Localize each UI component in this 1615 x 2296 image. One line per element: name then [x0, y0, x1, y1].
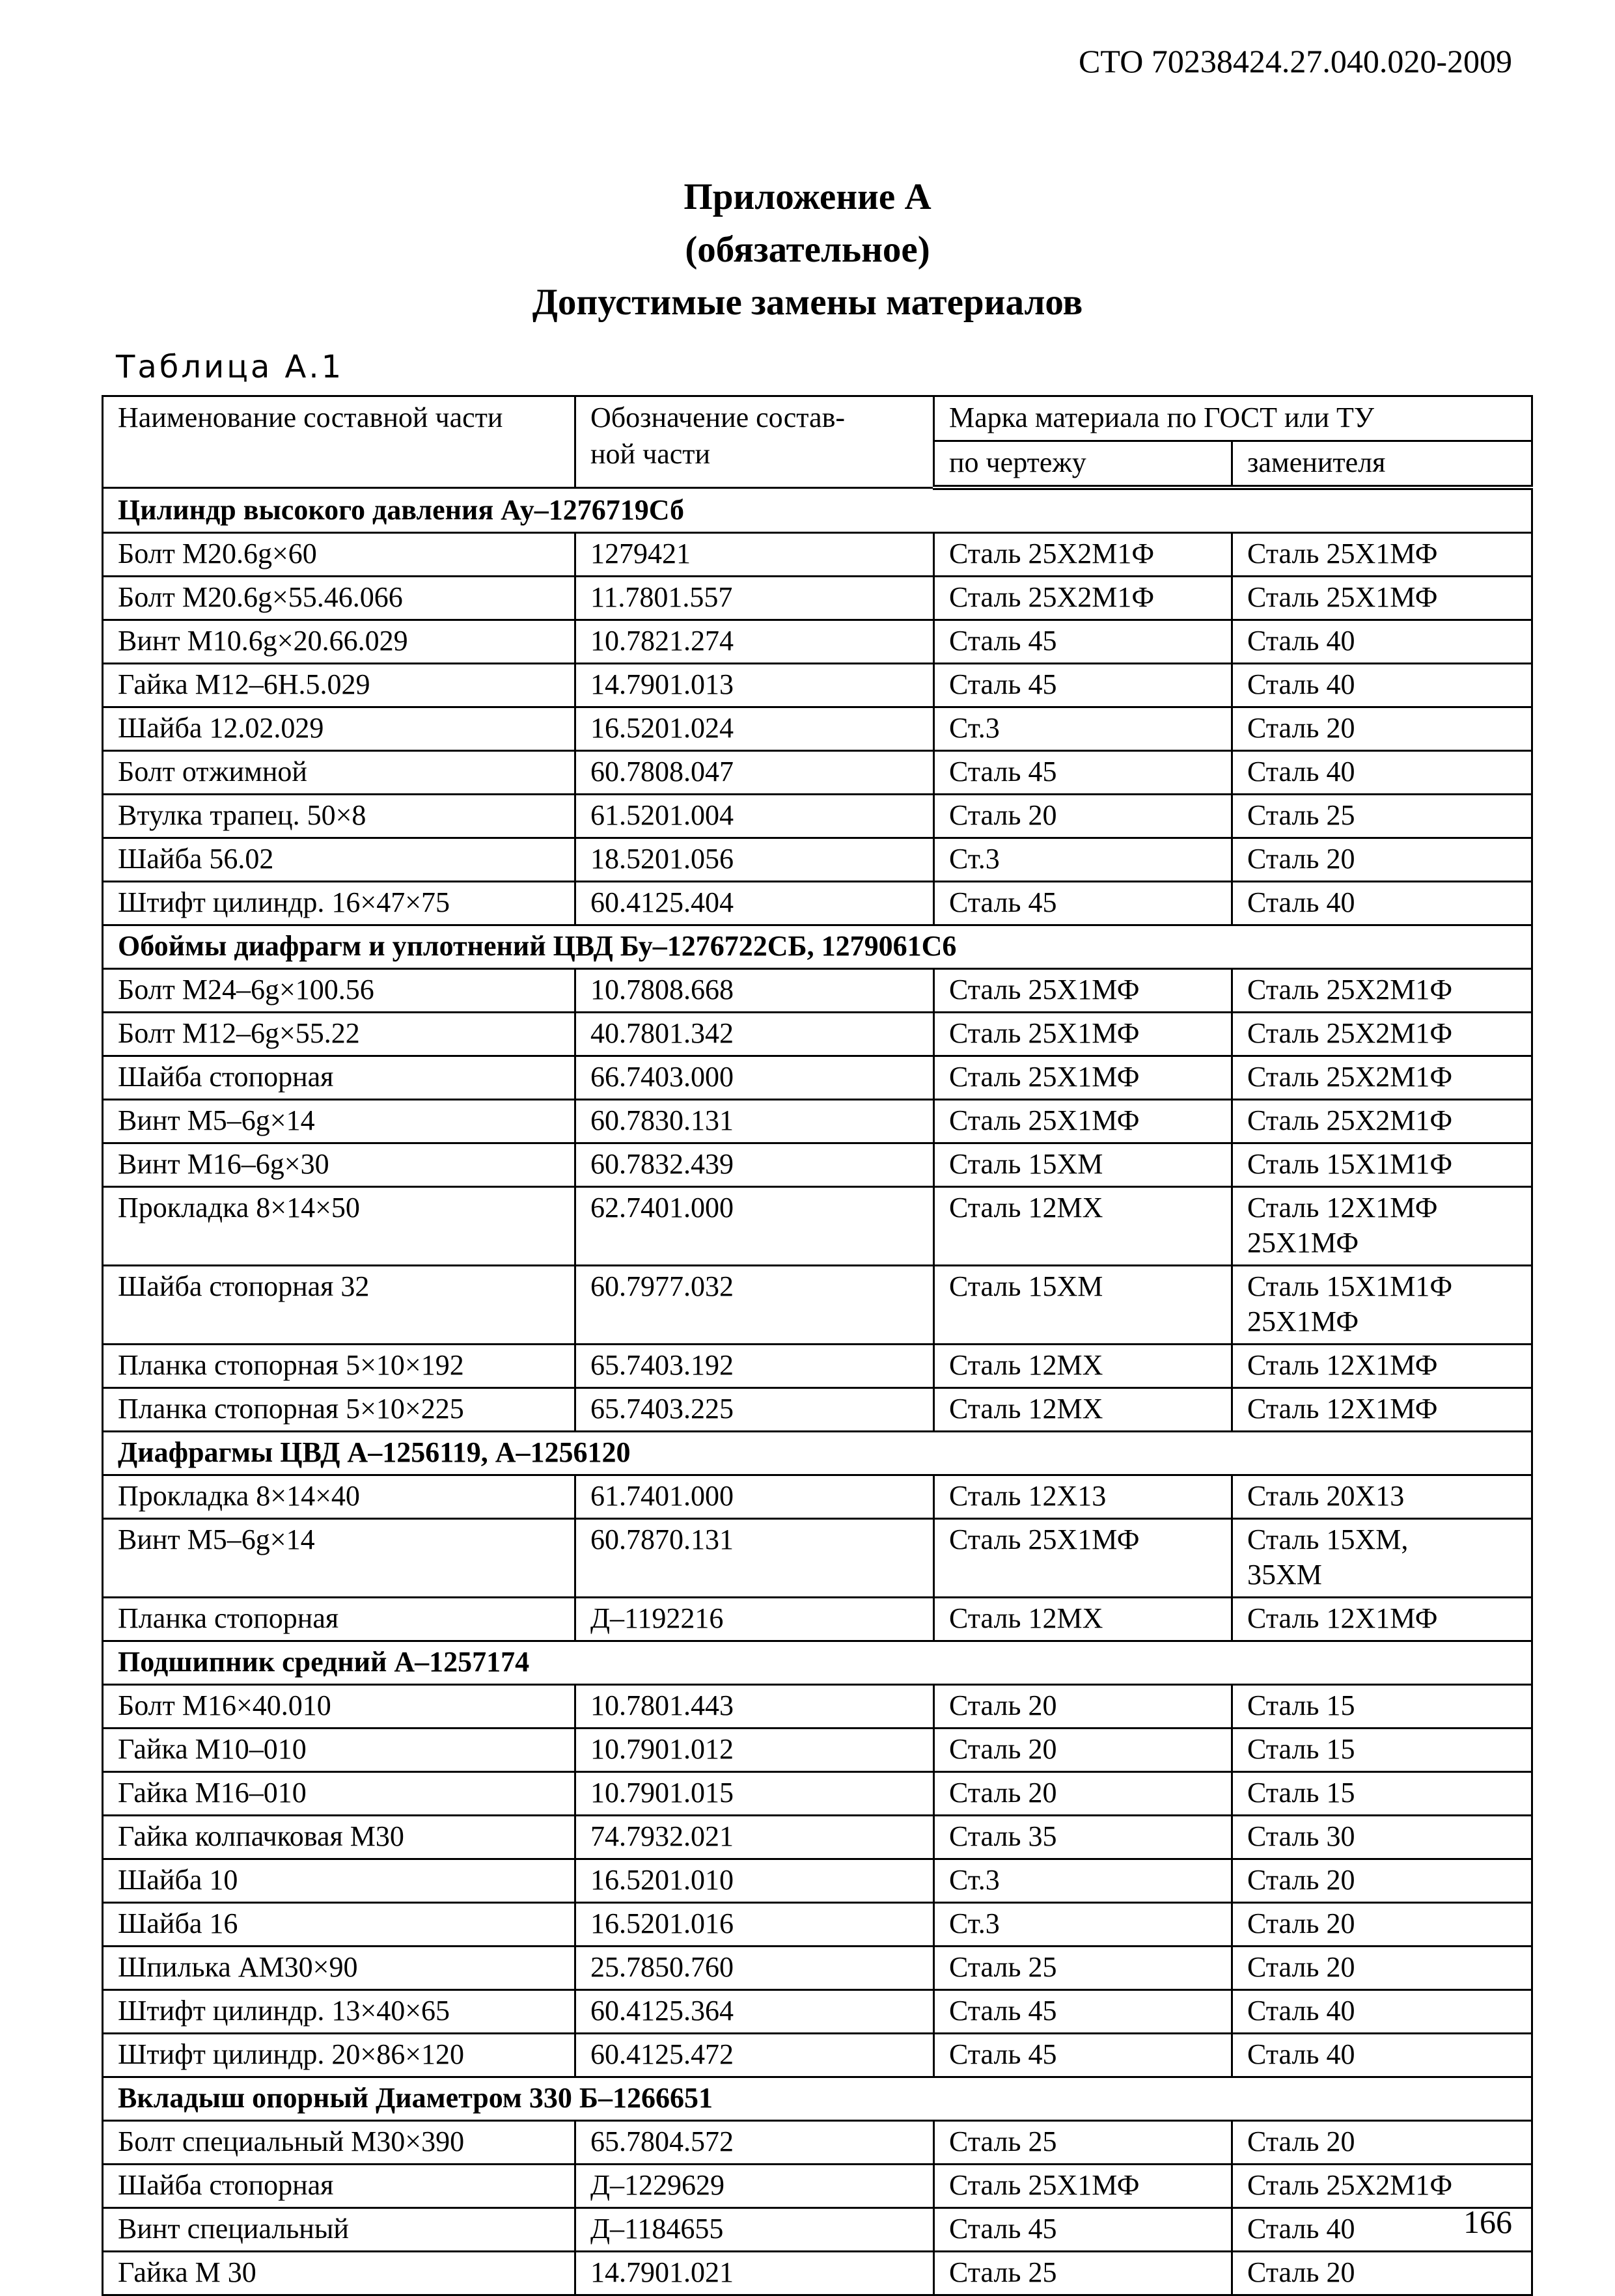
appendix-status: (обязательное) — [685, 229, 930, 270]
part-name-cell: Шайба стопорная 32 — [103, 1266, 575, 1345]
table-row — [103, 1013, 1532, 1056]
substitute-line: Сталь 25Х1МФ — [1247, 581, 1438, 613]
designation-cell: 14.7901.013 — [575, 664, 934, 707]
material-substitute-cell — [1232, 969, 1532, 1013]
table-row — [103, 1100, 1532, 1143]
section-row — [103, 2077, 1532, 2121]
designation-cell: 10.7801.443 — [575, 1685, 934, 1729]
part-name-cell: Шайба стопорная — [103, 2165, 575, 2208]
table-row — [103, 838, 1532, 882]
table-row — [103, 1519, 1532, 1598]
material-substitute-cell — [1232, 1056, 1532, 1100]
table-row — [103, 882, 1532, 925]
designation-cell: 16.5201.010 — [575, 1859, 934, 1903]
material-substitute-cell — [1232, 1388, 1532, 1432]
material-drawing-cell: Сталь 12МХ — [934, 1187, 1232, 1266]
designation-cell: 14.7901.021 — [575, 2252, 934, 2295]
substitute-line: Сталь 12Х1МФ — [1247, 1602, 1438, 1634]
table-row — [103, 2165, 1532, 2208]
table-row — [103, 1729, 1532, 1772]
part-name-cell: Штифт цилиндр. 16×47×75 — [103, 882, 575, 925]
part-name-cell: Гайка колпачковая М30 — [103, 1816, 575, 1859]
table-row — [103, 1345, 1532, 1388]
table-row — [103, 664, 1532, 707]
material-drawing-cell: Сталь 25Х1МФ — [934, 2165, 1232, 2208]
designation-cell: 65.7804.572 — [575, 2121, 934, 2165]
substitute-line: Сталь 25 — [1247, 799, 1355, 831]
section-row — [103, 1432, 1532, 1475]
table-row — [103, 1266, 1532, 1345]
substitute-line: Сталь 40 — [1247, 886, 1355, 918]
table-row — [103, 1388, 1532, 1432]
part-name-cell: Винт М5–6g×14 — [103, 1100, 575, 1143]
substitute-line: Сталь 25Х2М1Ф — [1247, 1104, 1453, 1136]
table-row — [103, 1990, 1532, 2034]
table-row — [103, 1475, 1532, 1519]
substitute-line: Сталь 40 — [1247, 625, 1355, 657]
material-substitute-cell — [1232, 1772, 1532, 1816]
part-name-cell: Винт М10.6g×20.66.029 — [103, 620, 575, 664]
section-title: Обоймы диафрагм и уплотнений ЦВД Бу–1276722СБ, 1279061С6 — [103, 925, 1532, 969]
part-name-cell: Шайба 56.02 — [103, 838, 575, 882]
substitute-line: Сталь 20 — [1247, 1864, 1355, 1896]
material-drawing-cell: Сталь 20 — [934, 1729, 1232, 1772]
part-name-cell: Болт М12–6g×55.22 — [103, 1013, 575, 1056]
appendix-titles — [0, 171, 1615, 329]
material-substitute-cell — [1232, 1598, 1532, 1641]
substitute-line: Сталь 25Х2М1Ф — [1247, 2169, 1453, 2201]
designation-cell: 10.7821.274 — [575, 620, 934, 664]
substitute-line: 25Х1МФ — [1247, 1305, 1359, 1337]
material-drawing-cell: Сталь 20 — [934, 795, 1232, 838]
material-drawing-cell: Сталь 45 — [934, 2208, 1232, 2252]
part-name-cell: Гайка М 30 — [103, 2252, 575, 2295]
header-designation — [575, 396, 934, 488]
designation-cell: 62.7401.000 — [575, 1187, 934, 1266]
part-name-cell: Болт М24–6g×100.56 — [103, 969, 575, 1013]
table-row — [103, 1816, 1532, 1859]
substitute-line: Сталь 12Х1МФ — [1247, 1393, 1438, 1425]
table-row — [103, 1187, 1532, 1266]
designation-cell: 10.7901.012 — [575, 1729, 934, 1772]
part-name-cell: Штифт цилиндр. 13×40×65 — [103, 1990, 575, 2034]
material-drawing-cell: Сталь 25 — [934, 2252, 1232, 2295]
section-row — [103, 925, 1532, 969]
material-substitute-cell — [1232, 1859, 1532, 1903]
material-substitute-cell — [1232, 577, 1532, 620]
part-name-cell: Втулка трапец. 50×8 — [103, 795, 575, 838]
substitute-line: Сталь 15ХМ, — [1247, 1524, 1409, 1555]
part-name-cell: Болт специальный М30×390 — [103, 2121, 575, 2165]
table-row — [103, 1947, 1532, 1990]
part-name-cell: Гайка М10–010 — [103, 1729, 575, 1772]
material-drawing-cell: Сталь 45 — [934, 620, 1232, 664]
material-substitute-cell — [1232, 882, 1532, 925]
material-drawing-cell: Сталь 25Х2М1Ф — [934, 577, 1232, 620]
table-row — [103, 533, 1532, 577]
designation-cell: Д–1229629 — [575, 2165, 934, 2208]
header-designation-line1: Обозначение состав- — [590, 402, 846, 433]
designation-cell: 65.7403.192 — [575, 1345, 934, 1388]
substitute-line: Сталь 20 — [1247, 2256, 1355, 2288]
designation-cell: 25.7850.760 — [575, 1947, 934, 1990]
part-name-cell: Прокладка 8×14×40 — [103, 1475, 575, 1519]
table-row — [103, 1056, 1532, 1100]
material-drawing-cell: Сталь 25Х1МФ — [934, 1013, 1232, 1056]
material-drawing-cell: Сталь 45 — [934, 1990, 1232, 2034]
part-name-cell: Гайка М16–010 — [103, 1772, 575, 1816]
designation-cell: Д–1184655 — [575, 2208, 934, 2252]
substitute-line: Сталь 40 — [1247, 756, 1355, 787]
substitute-line: Сталь 40 — [1247, 1995, 1355, 2027]
part-name-cell: Шайба 10 — [103, 1859, 575, 1903]
material-substitute-cell — [1232, 1947, 1532, 1990]
material-substitute-cell — [1232, 751, 1532, 795]
header-material-grade: Марка материала по ГОСТ или ТУ — [934, 396, 1532, 441]
material-substitute-cell — [1232, 2121, 1532, 2165]
material-substitute-cell — [1232, 1816, 1532, 1859]
header-designation-line2: ной части — [590, 438, 711, 470]
document-code: СТО 70238424.27.040.020-2009 — [1079, 43, 1512, 79]
material-drawing-cell: Сталь 25Х1МФ — [934, 1519, 1232, 1598]
designation-cell: 60.4125.404 — [575, 882, 934, 925]
designation-cell: 10.7808.668 — [575, 969, 934, 1013]
substitute-line: Сталь 20 — [1247, 1907, 1355, 1939]
designation-cell: 60.7870.131 — [575, 1519, 934, 1598]
table-row — [103, 1772, 1532, 1816]
table-row — [103, 1903, 1532, 1947]
substitute-line: Сталь 40 — [1247, 668, 1355, 700]
substitute-line: Сталь 30 — [1247, 1820, 1355, 1852]
table-row — [103, 1143, 1532, 1187]
section-row — [103, 487, 1532, 533]
material-substitute-cell — [1232, 707, 1532, 751]
substitute-line: Сталь 15 — [1247, 1689, 1355, 1721]
table-row — [103, 969, 1532, 1013]
part-name-cell: Гайка М12–6Н.5.029 — [103, 664, 575, 707]
designation-cell: 60.7808.047 — [575, 751, 934, 795]
material-drawing-cell: Сталь 45 — [934, 2034, 1232, 2077]
material-drawing-cell: Сталь 35 — [934, 1816, 1232, 1859]
substitute-line: Сталь 20Х13 — [1247, 1480, 1405, 1512]
part-name-cell: Болт М16×40.010 — [103, 1685, 575, 1729]
table-body — [103, 487, 1532, 2295]
material-substitute-cell — [1232, 1729, 1532, 1772]
material-substitute-cell — [1232, 1345, 1532, 1388]
material-drawing-cell: Сталь 20 — [934, 1772, 1232, 1816]
part-name-cell: Планка стопорная 5×10×192 — [103, 1345, 575, 1388]
appendix-title: Приложение А — [683, 176, 932, 217]
material-substitute-cell — [1232, 838, 1532, 882]
table-row — [103, 577, 1532, 620]
designation-cell: 1279421 — [575, 533, 934, 577]
table-row — [103, 1859, 1532, 1903]
part-name-cell: Болт М20.6g×60 — [103, 533, 575, 577]
designation-cell: 74.7932.021 — [575, 1816, 934, 1859]
table-row — [103, 620, 1532, 664]
material-drawing-cell: Сталь 45 — [934, 664, 1232, 707]
substitute-line: Сталь 15 — [1247, 1777, 1355, 1809]
material-substitute-cell — [1232, 2034, 1532, 2077]
part-name-cell: Планка стопорная — [103, 1598, 575, 1641]
material-substitute-cell — [1232, 1100, 1532, 1143]
part-name-cell: Планка стопорная 5×10×225 — [103, 1388, 575, 1432]
designation-cell: 60.7832.439 — [575, 1143, 934, 1187]
designation-cell: 60.7977.032 — [575, 1266, 934, 1345]
table-row — [103, 1598, 1532, 1641]
designation-cell: 65.7403.225 — [575, 1388, 934, 1432]
table-row — [103, 2252, 1532, 2295]
material-drawing-cell: Сталь 45 — [934, 751, 1232, 795]
table-row — [103, 2121, 1532, 2165]
substitute-line: Сталь 20 — [1247, 1951, 1355, 1983]
material-drawing-cell: Сталь 25Х2М1Ф — [934, 533, 1232, 577]
section-title: Цилиндр высокого давления Ау–1276719Сб — [103, 487, 1532, 533]
part-name-cell: Болт М20.6g×55.46.066 — [103, 577, 575, 620]
substitute-line: Сталь 12Х1МФ — [1247, 1192, 1438, 1223]
designation-cell: 40.7801.342 — [575, 1013, 934, 1056]
material-substitute-cell — [1232, 1013, 1532, 1056]
substitute-line: Сталь 20 — [1247, 2125, 1355, 2157]
material-drawing-cell: Ст.3 — [934, 1903, 1232, 1947]
page-number: 166 — [1463, 2204, 1512, 2240]
designation-cell: 16.5201.024 — [575, 707, 934, 751]
designation-cell: 61.7401.000 — [575, 1475, 934, 1519]
substitute-line: Сталь 25Х2М1Ф — [1247, 1017, 1453, 1049]
section-title: Вкладыш опорный Диаметром 330 Б–1266651 — [103, 2077, 1532, 2121]
designation-cell: 16.5201.016 — [575, 1903, 934, 1947]
table-row — [103, 795, 1532, 838]
substitute-line: Сталь 20 — [1247, 843, 1355, 875]
material-substitute-cell — [1232, 1519, 1532, 1598]
header-substitute: заменителя — [1232, 441, 1532, 488]
material-drawing-cell: Сталь 25 — [934, 2121, 1232, 2165]
substitute-line: 25Х1МФ — [1247, 1227, 1359, 1259]
table-caption: Таблица А.1 — [116, 349, 344, 385]
material-drawing-cell: Сталь 12Х13 — [934, 1475, 1232, 1519]
material-substitute-cell — [1232, 2252, 1532, 2295]
designation-cell: 60.4125.364 — [575, 1990, 934, 2034]
table-row — [103, 751, 1532, 795]
material-drawing-cell: Сталь 12МХ — [934, 1388, 1232, 1432]
material-substitute-cell — [1232, 1143, 1532, 1187]
material-substitute-cell — [1232, 2165, 1532, 2208]
part-name-cell: Шайба 16 — [103, 1903, 575, 1947]
part-name-cell: Прокладка 8×14×50 — [103, 1187, 575, 1266]
substitute-line: Сталь 15Х1М1Ф — [1247, 1270, 1453, 1302]
materials-table — [102, 395, 1533, 2296]
part-name-cell: Винт М5–6g×14 — [103, 1519, 575, 1598]
section-title: Диафрагмы ЦВД А–1256119, А–1256120 — [103, 1432, 1532, 1475]
substitute-line: Сталь 20 — [1247, 712, 1355, 744]
designation-cell: 60.7830.131 — [575, 1100, 934, 1143]
section-title: Подшипник средний А–1257174 — [103, 1641, 1532, 1685]
material-drawing-cell: Ст.3 — [934, 838, 1232, 882]
table-row — [103, 2034, 1532, 2077]
material-drawing-cell: Ст.3 — [934, 707, 1232, 751]
table-row — [103, 707, 1532, 751]
material-substitute-cell — [1232, 1266, 1532, 1345]
substitute-line: Сталь 25Х1МФ — [1247, 538, 1438, 569]
material-drawing-cell: Сталь 15ХМ — [934, 1143, 1232, 1187]
part-name-cell: Винт специальный — [103, 2208, 575, 2252]
part-name-cell: Шпилька АМ30×90 — [103, 1947, 575, 1990]
designation-cell: 66.7403.000 — [575, 1056, 934, 1100]
substitute-line: Сталь 25Х2М1Ф — [1247, 1061, 1453, 1093]
header-part-name: Наименование составной части — [103, 396, 575, 488]
material-drawing-cell: Сталь 25Х1МФ — [934, 969, 1232, 1013]
section-row — [103, 1641, 1532, 1685]
substitute-line: Сталь 40 — [1247, 2038, 1355, 2070]
table-row — [103, 1685, 1532, 1729]
designation-cell: Д–1192216 — [575, 1598, 934, 1641]
material-substitute-cell — [1232, 664, 1532, 707]
material-substitute-cell — [1232, 620, 1532, 664]
material-drawing-cell: Сталь 20 — [934, 1685, 1232, 1729]
material-drawing-cell: Сталь 25Х1МФ — [934, 1056, 1232, 1100]
material-substitute-cell — [1232, 533, 1532, 577]
material-substitute-cell — [1232, 795, 1532, 838]
material-drawing-cell: Сталь 12МХ — [934, 1345, 1232, 1388]
material-drawing-cell: Сталь 45 — [934, 882, 1232, 925]
part-name-cell: Винт М16–6g×30 — [103, 1143, 575, 1187]
designation-cell: 60.4125.472 — [575, 2034, 934, 2077]
material-substitute-cell — [1232, 1990, 1532, 2034]
substitute-line: Сталь 15Х1М1Ф — [1247, 1148, 1453, 1180]
material-drawing-cell: Сталь 25Х1МФ — [934, 1100, 1232, 1143]
table-row — [103, 2208, 1532, 2252]
material-drawing-cell: Сталь 15ХМ — [934, 1266, 1232, 1345]
material-substitute-cell — [1232, 1187, 1532, 1266]
designation-cell: 61.5201.004 — [575, 795, 934, 838]
designation-cell: 10.7901.015 — [575, 1772, 934, 1816]
substitute-line: Сталь 12Х1МФ — [1247, 1349, 1438, 1381]
part-name-cell: Штифт цилиндр. 20×86×120 — [103, 2034, 575, 2077]
header-per-drawing: по чертежу — [934, 441, 1232, 488]
material-substitute-cell — [1232, 1475, 1532, 1519]
material-drawing-cell: Сталь 12МХ — [934, 1598, 1232, 1641]
material-substitute-cell — [1232, 1903, 1532, 1947]
substitute-line: Сталь 15 — [1247, 1733, 1355, 1765]
designation-cell: 18.5201.056 — [575, 838, 934, 882]
material-drawing-cell: Ст.3 — [934, 1859, 1232, 1903]
part-name-cell: Шайба стопорная — [103, 1056, 575, 1100]
part-name-cell: Шайба 12.02.029 — [103, 707, 575, 751]
material-substitute-cell — [1232, 1685, 1532, 1729]
substitute-line: Сталь 25Х2М1Ф — [1247, 974, 1453, 1005]
material-drawing-cell: Сталь 25 — [934, 1947, 1232, 1990]
substitute-line: Сталь 40 — [1247, 2213, 1355, 2245]
part-name-cell: Болт отжимной — [103, 751, 575, 795]
substitute-line: 35ХМ — [1247, 1559, 1322, 1591]
designation-cell: 11.7801.557 — [575, 577, 934, 620]
appendix-subject: Допустимые замены материалов — [532, 282, 1083, 323]
